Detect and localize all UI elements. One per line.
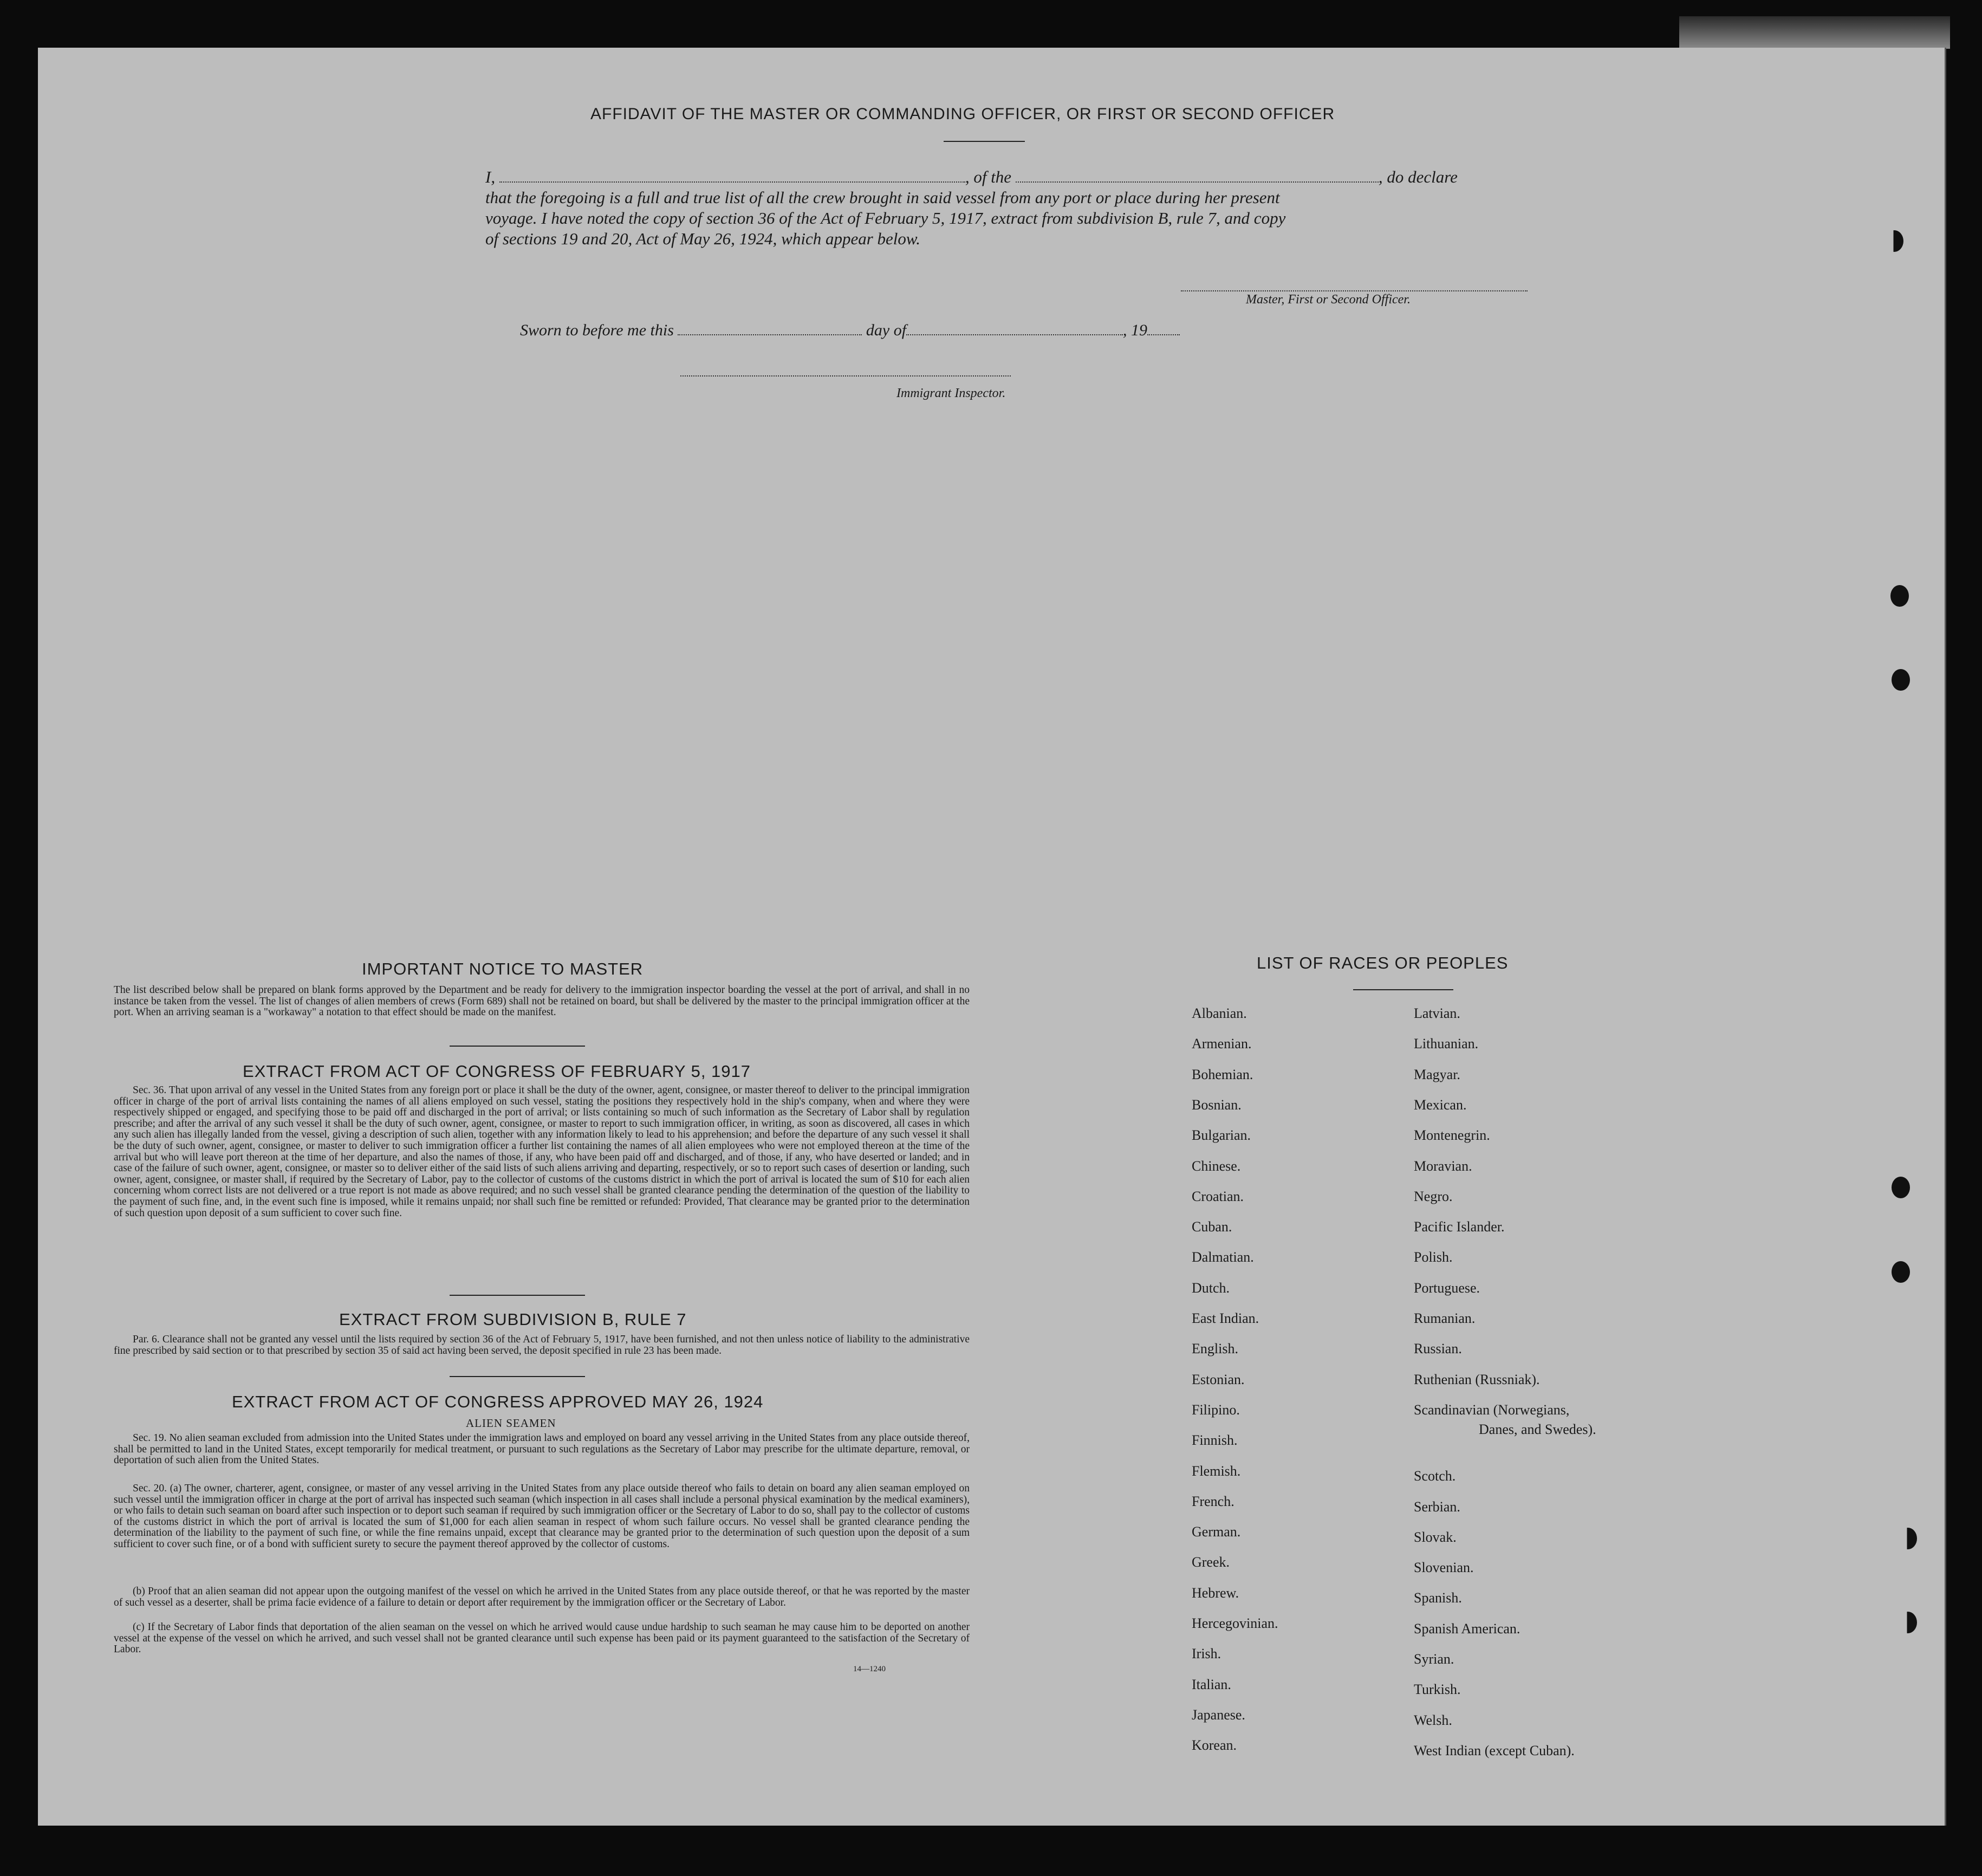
- sworn-label: Sworn to before me this: [520, 321, 674, 339]
- race-item: Serbian.: [1414, 1498, 1460, 1515]
- sec20b-body: (b) Proof that an alien seaman did not appear upon the outgoing manifest of the vessel on which he arrived in the United States from any place outside thereof, or that he was reported by the master of such vessel as a deserter, shall be prima facie evidence of a failure to detain or deport after requirement by the immigration officer or the Secretary of Labor.: [114, 1586, 970, 1608]
- day-of-label: day of: [866, 321, 907, 339]
- race-item: Rumanian.: [1414, 1310, 1476, 1326]
- race-item: Lithuanian.: [1414, 1036, 1479, 1052]
- race-item: Estonian.: [1192, 1371, 1245, 1387]
- punch-hole: [1899, 1612, 1917, 1633]
- punch-hole: [1892, 1177, 1910, 1198]
- races-title: LIST OF RACES OR PEOPLES: [1257, 953, 1509, 972]
- race-item: Finnish.: [1192, 1432, 1238, 1449]
- race-item: West Indian (except Cuban).: [1414, 1742, 1575, 1758]
- alien-seamen-subtitle: ALIEN SEAMEN: [466, 1417, 556, 1430]
- race-item: Mexican.: [1414, 1096, 1467, 1113]
- race-item: Hercegovinian.: [1192, 1615, 1278, 1631]
- race-item: Chinese.: [1192, 1158, 1241, 1174]
- race-item: Scandinavian (Norwegians,: [1414, 1401, 1570, 1418]
- punch-hole: [1899, 1528, 1917, 1549]
- extract-1924-title: EXTRACT FROM ACT OF CONGRESS APPROVED MAY 26, 1924: [232, 1392, 764, 1411]
- race-item: Polish.: [1414, 1249, 1453, 1265]
- master-signature-line[interactable]: [1181, 290, 1528, 291]
- notice-body: The list described below shall be prepared on blank forms approved by the Department and be ready for delivery to the immigration inspector boarding the vessel at the port of arrival, and shall in no instance be taken from the vessel. The list of changes of alien members of crews (Form 689) shall not be retained on board, but shall be delivered by the master to the principal immigration officer at the port. When an arriving seaman is a "workaway" a notation to that effect should be made on the manifest.: [114, 984, 970, 1018]
- inspector-signature-line[interactable]: [680, 375, 1011, 377]
- sworn-day-field[interactable]: [678, 334, 862, 335]
- affidavit-declaration: [485, 167, 1563, 249]
- form-number: 14—1240: [853, 1665, 886, 1673]
- race-item: Hebrew.: [1192, 1585, 1239, 1601]
- race-item: Russian.: [1414, 1341, 1462, 1357]
- punch-hole: [1890, 585, 1909, 607]
- race-item: Negro.: [1414, 1188, 1453, 1204]
- affidavit-i: I,: [485, 167, 496, 186]
- master-caption: Master, First or Second Officer.: [1246, 293, 1411, 307]
- punch-hole: [1892, 1261, 1910, 1283]
- sworn-month-field[interactable]: [906, 334, 1123, 335]
- sec20a-body: Sec. 20. (a) The owner, charterer, agent, consignee, or master of any vessel arriving in the United States from any place outside thereof who fails to detain on board any alien seaman employed on such vessel until the immigration officer in charge at the port of arrival has inspected such seaman (which inspection in all cases shall include a personal physical examination by the medical examiners), or who fails to detain such seaman on board after such inspection or to deport such seaman if required by such immigration officer or the Secretary of Labor to do so, shall pay to the collector of customs of the customs district in which the port of arrival is located the sum of $1,000 for each alien seaman in respect of whom such failure occurs. No vessel shall be granted clearance pending the determination of the liability to the payment of such fine, or while the fine remains unpaid, except that clearance may be granted prior to the determination of such question upon the deposit of a sum sufficient to cover such fine, or of a bond with sufficient surety to secure the payment thereof approved by the collector of customs.: [114, 1483, 970, 1550]
- race-item: Cuban.: [1192, 1219, 1232, 1235]
- race-item: Filipino.: [1192, 1401, 1240, 1418]
- sec20c-body: (c) If the Secretary of Labor finds that deportation of the alien seaman on the vessel on which he arrived would cause undue hardship to such seaman he may cause him to be deported on another vessel at the expense of the vessel on which he arrived, and such vessel shall not be granted clearance until such expense has been paid or its payment guaranteed to the satisfaction of the Secretary of Labor.: [114, 1621, 970, 1656]
- race-item: English.: [1192, 1341, 1238, 1357]
- race-item: Japanese.: [1192, 1706, 1245, 1723]
- rule7-title: EXTRACT FROM SUBDIVISION B, RULE 7: [339, 1310, 687, 1329]
- extract-1917-rule: [450, 1295, 585, 1296]
- affidavit-line-2: that the foregoing is a full and true list of all the crew brought in said vessel from any port or place during her present: [485, 188, 1280, 207]
- race-item: Latvian.: [1414, 1005, 1460, 1021]
- races-rule: [1353, 989, 1453, 990]
- year-label: , 19: [1123, 321, 1148, 339]
- race-item: Montenegrin.: [1414, 1127, 1490, 1144]
- sworn-line: [520, 321, 1180, 340]
- page-edge-shadow: [1679, 16, 1950, 49]
- race-item: Turkish.: [1414, 1682, 1461, 1698]
- affidavit-of-the: , of the: [965, 167, 1012, 186]
- affidavit-line-4: of sections 19 and 20, Act of May 26, 1924, which appear below.: [485, 229, 921, 248]
- race-item: Bohemian.: [1192, 1066, 1253, 1082]
- sec19-body: Sec. 19. No alien seaman excluded from admission into the United States under the immigration laws and employed on board any vessel arriving in the United States from any place outside thereof, shall be permitted to land in the United States, except temporarily for medical treatment, or pursuant to such regulations as the Secretary of Labor may prescribe for the ultimate departure, removal, or deportation of such alien from the United States.: [114, 1432, 970, 1466]
- race-item: Flemish.: [1192, 1463, 1241, 1479]
- affidavit-title: AFFIDAVIT OF THE MASTER OR COMMANDING OFFICER, OR FIRST OR SECOND OFFICER: [590, 105, 1335, 123]
- punch-hole: [1885, 230, 1903, 252]
- race-item: Irish.: [1192, 1646, 1221, 1662]
- race-item: Albanian.: [1192, 1005, 1247, 1021]
- notice-rule: [450, 1046, 585, 1047]
- race-item: Dutch.: [1192, 1280, 1230, 1296]
- race-item: Welsh.: [1414, 1712, 1452, 1728]
- race-item: Greek.: [1192, 1554, 1230, 1570]
- rule7-body: Par. 6. Clearance shall not be granted any vessel until the lists required by section 36 of the Act of February 5, 1917, have been furnished, and not then unless notice of liability to the administrative fine prescribed by said section or to that prescribed by section 35 of said act having been served, the deposit specified in rule 23 has been made.: [114, 1334, 970, 1356]
- title-rule: [944, 141, 1025, 142]
- race-item: Syrian.: [1414, 1651, 1454, 1667]
- sworn-year-field[interactable]: [1147, 334, 1180, 335]
- race-item: East Indian.: [1192, 1310, 1259, 1326]
- race-item: Spanish.: [1414, 1590, 1462, 1606]
- race-item: Danes, and Swedes).: [1479, 1421, 1596, 1437]
- race-item: Italian.: [1192, 1676, 1231, 1692]
- form-sheet: [38, 48, 1946, 1826]
- affidavit-declare: , do declare: [1378, 167, 1458, 186]
- race-item: Dalmatian.: [1192, 1249, 1254, 1265]
- name-blank-field[interactable]: [499, 181, 965, 183]
- punch-hole: [1892, 669, 1910, 691]
- vessel-blank-field[interactable]: [1016, 181, 1379, 183]
- race-item: Portuguese.: [1414, 1280, 1480, 1296]
- race-item: German.: [1192, 1524, 1241, 1540]
- race-item: Bulgarian.: [1192, 1127, 1251, 1144]
- race-item: Scotch.: [1414, 1468, 1456, 1484]
- extract-1917-body: Sec. 36. That upon arrival of any vessel in the United States from any foreign port or place it shall be the duty of the owner, agent, consignee, or master thereof to deliver to the principal immigration officer in charge of the port of arrival lists containing the names of all aliens employed on such vessel, stating the positions they respectively hold in the ship's company, when and where they were respectively shipped or engaged, and specifying those to be paid off and discharged in the port of arrival; or lists containing so much of such information as the Secretary of Labor shall by regulation prescribe; and after the arrival of any such vessel it shall be the duty of such owner, agent, consignee, or master to report to such immigration officer, in writing, as soon as discovered, all cases in which any such alien has illegally landed from the vessel, giving a description of such alien, together with any information likely to lead to his apprehension; and before the departure of any such vessel it shall be the duty of such owner, agent, consignee, or master to deliver to such immigration officer a further list containing the names of all alien employees who were not employed thereon at the time of the arrival but who will leave port thereon at the time of her departure, and also the names of those, if any, who have been paid off and discharged, and of those, if any, who have deserted or landed; and in case of the failure of such owner, agent, consignee, or master so to deliver either of the said lists of such aliens arriving and departing, respectively, or so to report such cases of desertion or landing, such owner, agent, consignee, or master shall, if required by the Secretary of Labor, pay to the collector of customs of the customs district in which the port of arrival is located the sum of $10 for each alien concerning whom correct lists are not delivered or a true report is not made as above required; and no such vessel shall be granted clearance pending the determination of the question of the liability to the payment of such fine, and, in the event such fine is imposed, while it remains unpaid; nor shall such fine be remitted or refunded: Provided, That clearance may be granted prior to the determination of such question upon deposit of a sum sufficient to cover such fine.: [114, 1085, 970, 1219]
- race-item: Korean.: [1192, 1737, 1237, 1754]
- notice-title: IMPORTANT NOTICE TO MASTER: [362, 959, 644, 978]
- race-item: French.: [1192, 1493, 1234, 1509]
- race-item: Slovak.: [1414, 1529, 1457, 1545]
- race-item: Pacific Islander.: [1414, 1219, 1505, 1235]
- race-item: Moravian.: [1414, 1158, 1472, 1174]
- race-item: Magyar.: [1414, 1066, 1460, 1082]
- inspector-caption: Immigrant Inspector.: [896, 386, 1006, 400]
- race-item: Croatian.: [1192, 1188, 1244, 1204]
- rule7-rule: [450, 1376, 585, 1377]
- race-item: Ruthenian (Russniak).: [1414, 1371, 1540, 1387]
- race-item: Slovenian.: [1414, 1560, 1474, 1576]
- extract-1917-title: EXTRACT FROM ACT OF CONGRESS OF FEBRUARY 5, 1917: [243, 1062, 751, 1081]
- race-item: Bosnian.: [1192, 1096, 1242, 1113]
- race-item: Armenian.: [1192, 1036, 1252, 1052]
- race-item: Spanish American.: [1414, 1620, 1520, 1637]
- affidavit-line-3: voyage. I have noted the copy of section 36 of the Act of February 5, 1917, extract from subdivision B, rule 7, and copy: [485, 209, 1286, 228]
